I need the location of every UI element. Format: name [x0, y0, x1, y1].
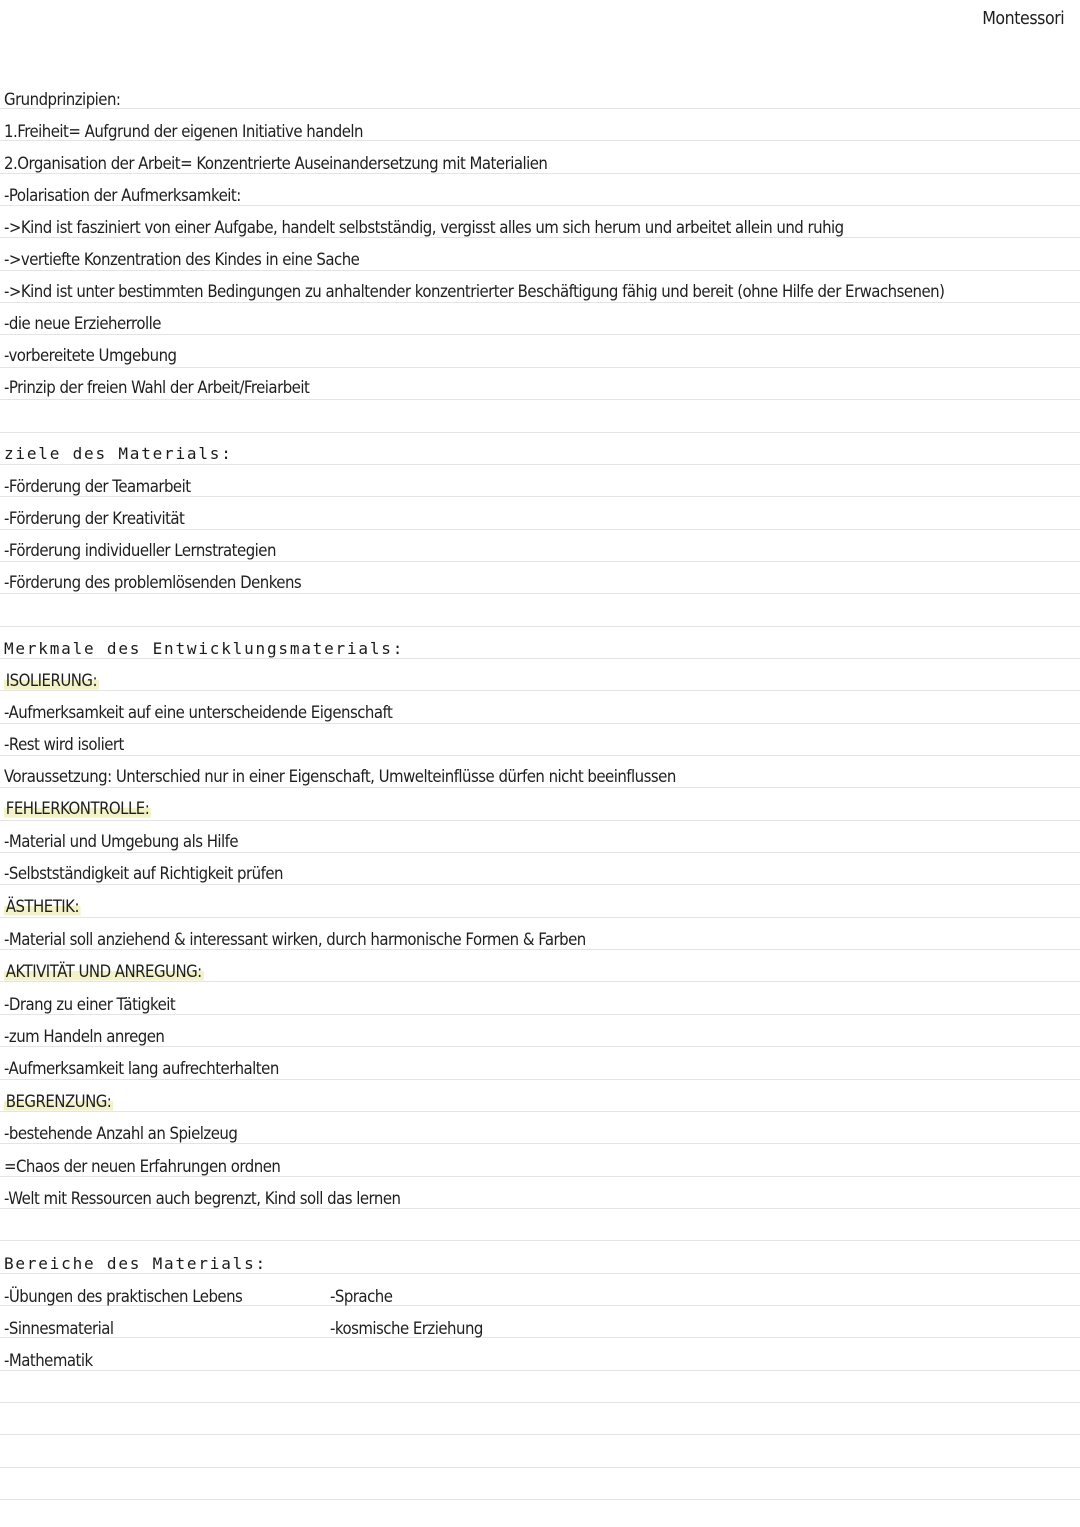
list-item: -Förderung der Teamarbeit — [4, 477, 191, 497]
list-item: 2.Organisation der Arbeit= Konzentrierte Auseinandersetzung mit Materialien — [4, 154, 548, 174]
list-item: -zum Handeln anregen — [4, 1027, 165, 1047]
list-item: =Chaos der neuen Erfahrungen ordnen — [4, 1157, 281, 1177]
ruled-line — [0, 755, 1080, 756]
ruled-line — [0, 1499, 1080, 1500]
ruled-line — [0, 399, 1080, 400]
list-item: -Förderung individueller Lernstrategien — [4, 541, 276, 561]
list-item: -vorbereitete Umgebung — [4, 346, 177, 366]
list-item: -Übungen des praktischen Lebens — [4, 1287, 243, 1307]
list-item: -Material soll anziehend & interessant wirken, durch harmonische Formen & Farben — [4, 930, 586, 950]
page-title: Montessori — [981, 8, 1064, 29]
list-item: -Aufmerksamkeit lang aufrechterhalten — [4, 1059, 279, 1079]
list-item: -kosmische Erziehung — [330, 1319, 483, 1339]
subheading-aesthetik — [4, 896, 81, 918]
ruled-line — [0, 1402, 1080, 1403]
list-item: -Welt mit Ressourcen auch begrenzt, Kind soll das lernen — [4, 1189, 401, 1209]
subheading-label: AKTIVITÄT UND ANREGUNG: — [5, 962, 202, 982]
list-item: -Rest wird isoliert — [4, 735, 124, 755]
ruled-line — [0, 917, 1080, 918]
list-item: ->Kind ist unter bestimmten Bedingungen zu anhaltender konzentrierter Beschäftigung fähig und bereit (ohne Hilfe der Erwachsenen) — [4, 282, 945, 302]
list-item: -Polarisation der Aufmerksamkeit: — [4, 186, 241, 206]
ruled-line — [0, 1111, 1080, 1112]
subheading-label: ÄSTHETIK: — [5, 897, 79, 917]
ruled-line — [0, 690, 1080, 691]
subheading-fehlerkontrolle — [4, 798, 151, 820]
subheading-isolierung — [4, 670, 99, 692]
section-heading-grundprinzipien: Grundprinzipien: — [4, 90, 121, 110]
subheading-begrenzung — [4, 1091, 113, 1113]
list-item: -bestehende Anzahl an Spielzeug — [4, 1124, 238, 1144]
list-item: ->vertiefte Konzentration des Kindes in eine Sache — [4, 250, 360, 270]
ruled-line — [0, 626, 1080, 627]
list-item: -Drang zu einer Tätigkeit — [4, 995, 176, 1015]
list-item: -die neue Erzieherrolle — [4, 314, 161, 334]
section-heading-merkmale: Merkmale des Entwicklungsmaterials: — [4, 639, 405, 658]
section-heading-bereiche: Bereiche des Materials: — [4, 1254, 267, 1273]
list-item: -Sprache — [330, 1287, 393, 1307]
ruled-line — [0, 1434, 1080, 1435]
subheading-aktivitaet — [4, 961, 203, 983]
ruled-line — [0, 334, 1080, 335]
ruled-line — [0, 367, 1080, 368]
subheading-label: BEGRENZUNG: — [5, 1092, 112, 1112]
list-item: -Selbstständigkeit auf Richtigkeit prüfen — [4, 864, 283, 884]
section-heading-ziele: ziele des Materials: — [4, 444, 233, 463]
list-item: -Mathematik — [4, 1351, 93, 1371]
ruled-line — [0, 820, 1080, 821]
ruled-line — [0, 1467, 1080, 1468]
list-item: Voraussetzung: Unterschied nur in einer Eigenschaft, Umwelteinflüsse dürfen nicht beeinflussen — [4, 767, 676, 787]
list-item: -Förderung der Kreativität — [4, 509, 185, 529]
list-item: -Prinzip der freien Wahl der Arbeit/Freiarbeit — [4, 378, 310, 398]
ruled-line — [0, 1240, 1080, 1241]
list-item: -Material und Umgebung als Hilfe — [4, 832, 239, 852]
ruled-line — [0, 1370, 1080, 1371]
list-item: 1.Freiheit= Aufgrund der eigenen Initiative handeln — [4, 122, 364, 142]
list-item: -Förderung des problemlösenden Denkens — [4, 573, 302, 593]
subheading-label: FEHLERKONTROLLE: — [5, 799, 150, 819]
list-item: ->Kind ist fasziniert von einer Aufgabe, handelt selbstständig, vergisst alles um sich herum und arbeitet allein und ruhig — [4, 218, 844, 238]
list-item: -Aufmerksamkeit auf eine unterscheidende Eigenschaft — [4, 703, 393, 723]
subheading-label: ISOLIERUNG: — [5, 671, 98, 691]
ruled-line — [0, 432, 1080, 433]
ruled-line — [0, 1337, 1080, 1338]
ruled-line — [0, 108, 1080, 109]
list-item: -Sinnesmaterial — [4, 1319, 114, 1339]
